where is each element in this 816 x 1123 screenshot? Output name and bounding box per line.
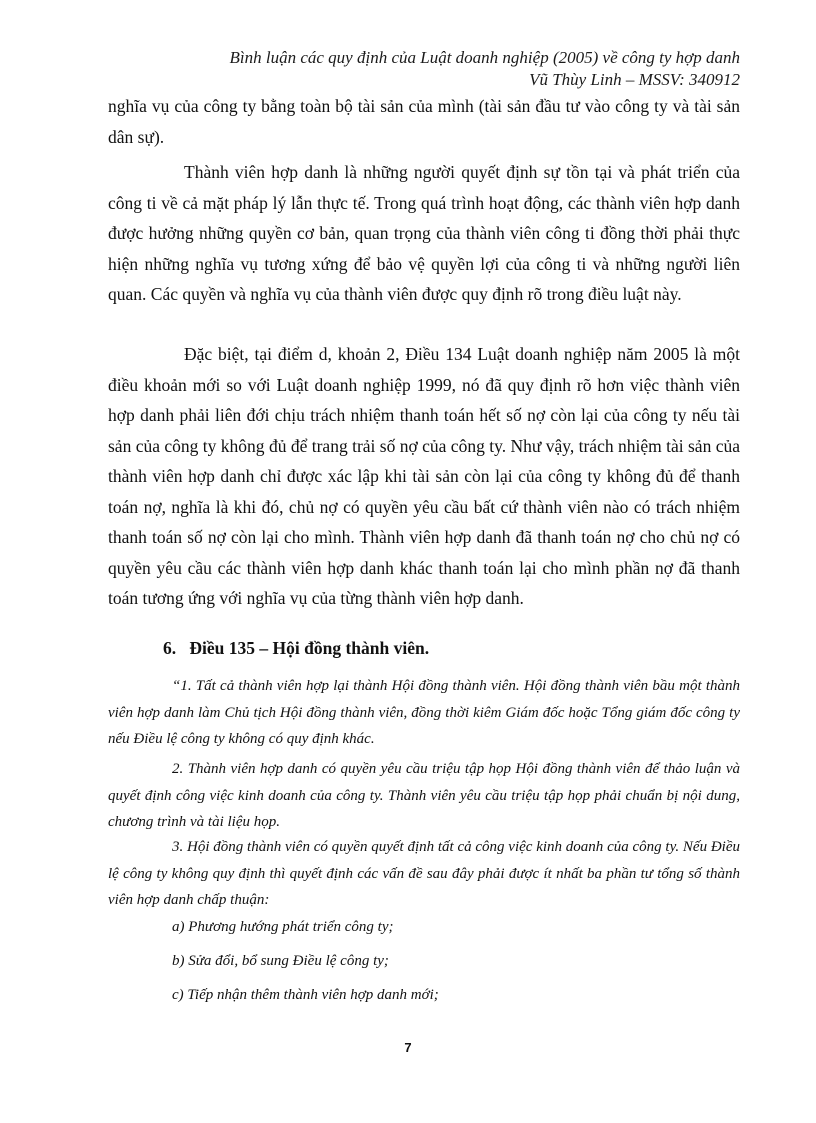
quote-clause-2: [108, 756, 740, 836]
page-number: 7: [404, 1040, 412, 1055]
paragraph-text: nghĩa vụ của công ty bằng toàn bộ tài sản của mình (tài sản đầu tư vào công ty và tài sản dân sự).: [108, 96, 740, 147]
paragraph-article-134: [108, 339, 740, 614]
quote-clause-1: [108, 673, 740, 753]
list-item: c) Tiếp nhận thêm thành viên hợp danh mới;: [172, 987, 439, 1003]
paragraph-continuation: [108, 91, 740, 152]
list-item: b) Sửa đổi, bổ sung Điều lệ công ty;: [172, 953, 389, 969]
page-header: [100, 47, 740, 91]
paragraph-partner-role: [108, 157, 740, 310]
section-number: 6.: [163, 638, 177, 658]
section-title: Điều 135 – Hội đồng thành viên.: [189, 638, 430, 658]
list-item: a) Phương hướng phát triển công ty;: [172, 919, 394, 935]
paragraph-text: Thành viên hợp danh là những người quyết định sự tồn tại và phát triển của công ti về cả mặt pháp lý lẫn thực tế. Trong quá trình hoạt động, các thành viên hợp danh được hưởng những quyền cơ bản, quan trọng của thành viên công ti đồng thời phải thực hiện những nghĩa vụ tương xứng để bảo vệ quyền lợi của công ti và những người liên quan. Các quyền và nghĩa vụ của thành viên được quy định rõ trong điều luật này.: [108, 162, 740, 304]
quote-text: 3. Hội đồng thành viên có quyền quyết định tất cả công việc kinh doanh của công ty. Nếu Điều lệ công ty không quy định thì quyết định các vấn đề sau đây phải được ít nhất ba phần tư tổng số thành viên hợp danh chấp thuận:: [108, 839, 740, 908]
header-title: Bình luận các quy định của Luật doanh nghiệp (2005) về công ty hợp danh: [229, 48, 740, 67]
paragraph-text: Đặc biệt, tại điểm d, khoản 2, Điều 134 Luật doanh nghiệp năm 2005 là một điều khoản mới so với Luật doanh nghiệp 1999, nó đã quy định rõ hơn việc thành viên hợp danh phải liên đới chịu trách nhiệm thanh toán hết số nợ còn lại của công ty nếu tài sản của công ty không đủ để trang trải số nợ của công ty. Như vậy, trách nhiệm tài sản của thành viên hợp danh chỉ được xác lập khi tài sản còn lại của công ty không đủ để thanh toán nợ, nghĩa là khi đó, chủ nợ có quyền yêu cầu bất cứ thành viên nào có trách nhiệm thanh toán số nợ còn lại cho mình. Thành viên hợp danh đã thanh toán nợ cho chủ nợ có quyền yêu cầu các thành viên hợp danh khác thanh toán lại cho mình phần nợ đã thanh toán tương ứng với nghĩa vụ của từng thành viên hợp danh.: [108, 344, 740, 608]
quote-text: “1. Tất cả thành viên hợp lại thành Hội đồng thành viên. Hội đồng thành viên bầu một thành viên hợp danh làm Chủ tịch Hội đồng thành viên, đồng thời kiêm Giám đốc hoặc Tổng giám đốc công ty nếu Điều lệ công ty không có quy định khác.: [108, 678, 740, 747]
quote-text: 2. Thành viên hợp danh có quyền yêu cầu triệu tập họp Hội đồng thành viên để thảo luận và quyết định công việc kinh doanh của công ty. Thành viên yêu cầu triệu tập họp phải chuẩn bị nội dung, chương trình và tài liệu họp.: [108, 761, 740, 830]
section-heading: [163, 633, 429, 663]
quote-clause-3: [108, 834, 740, 914]
header-author: Vũ Thùy Linh – MSSV: 340912: [529, 70, 740, 89]
